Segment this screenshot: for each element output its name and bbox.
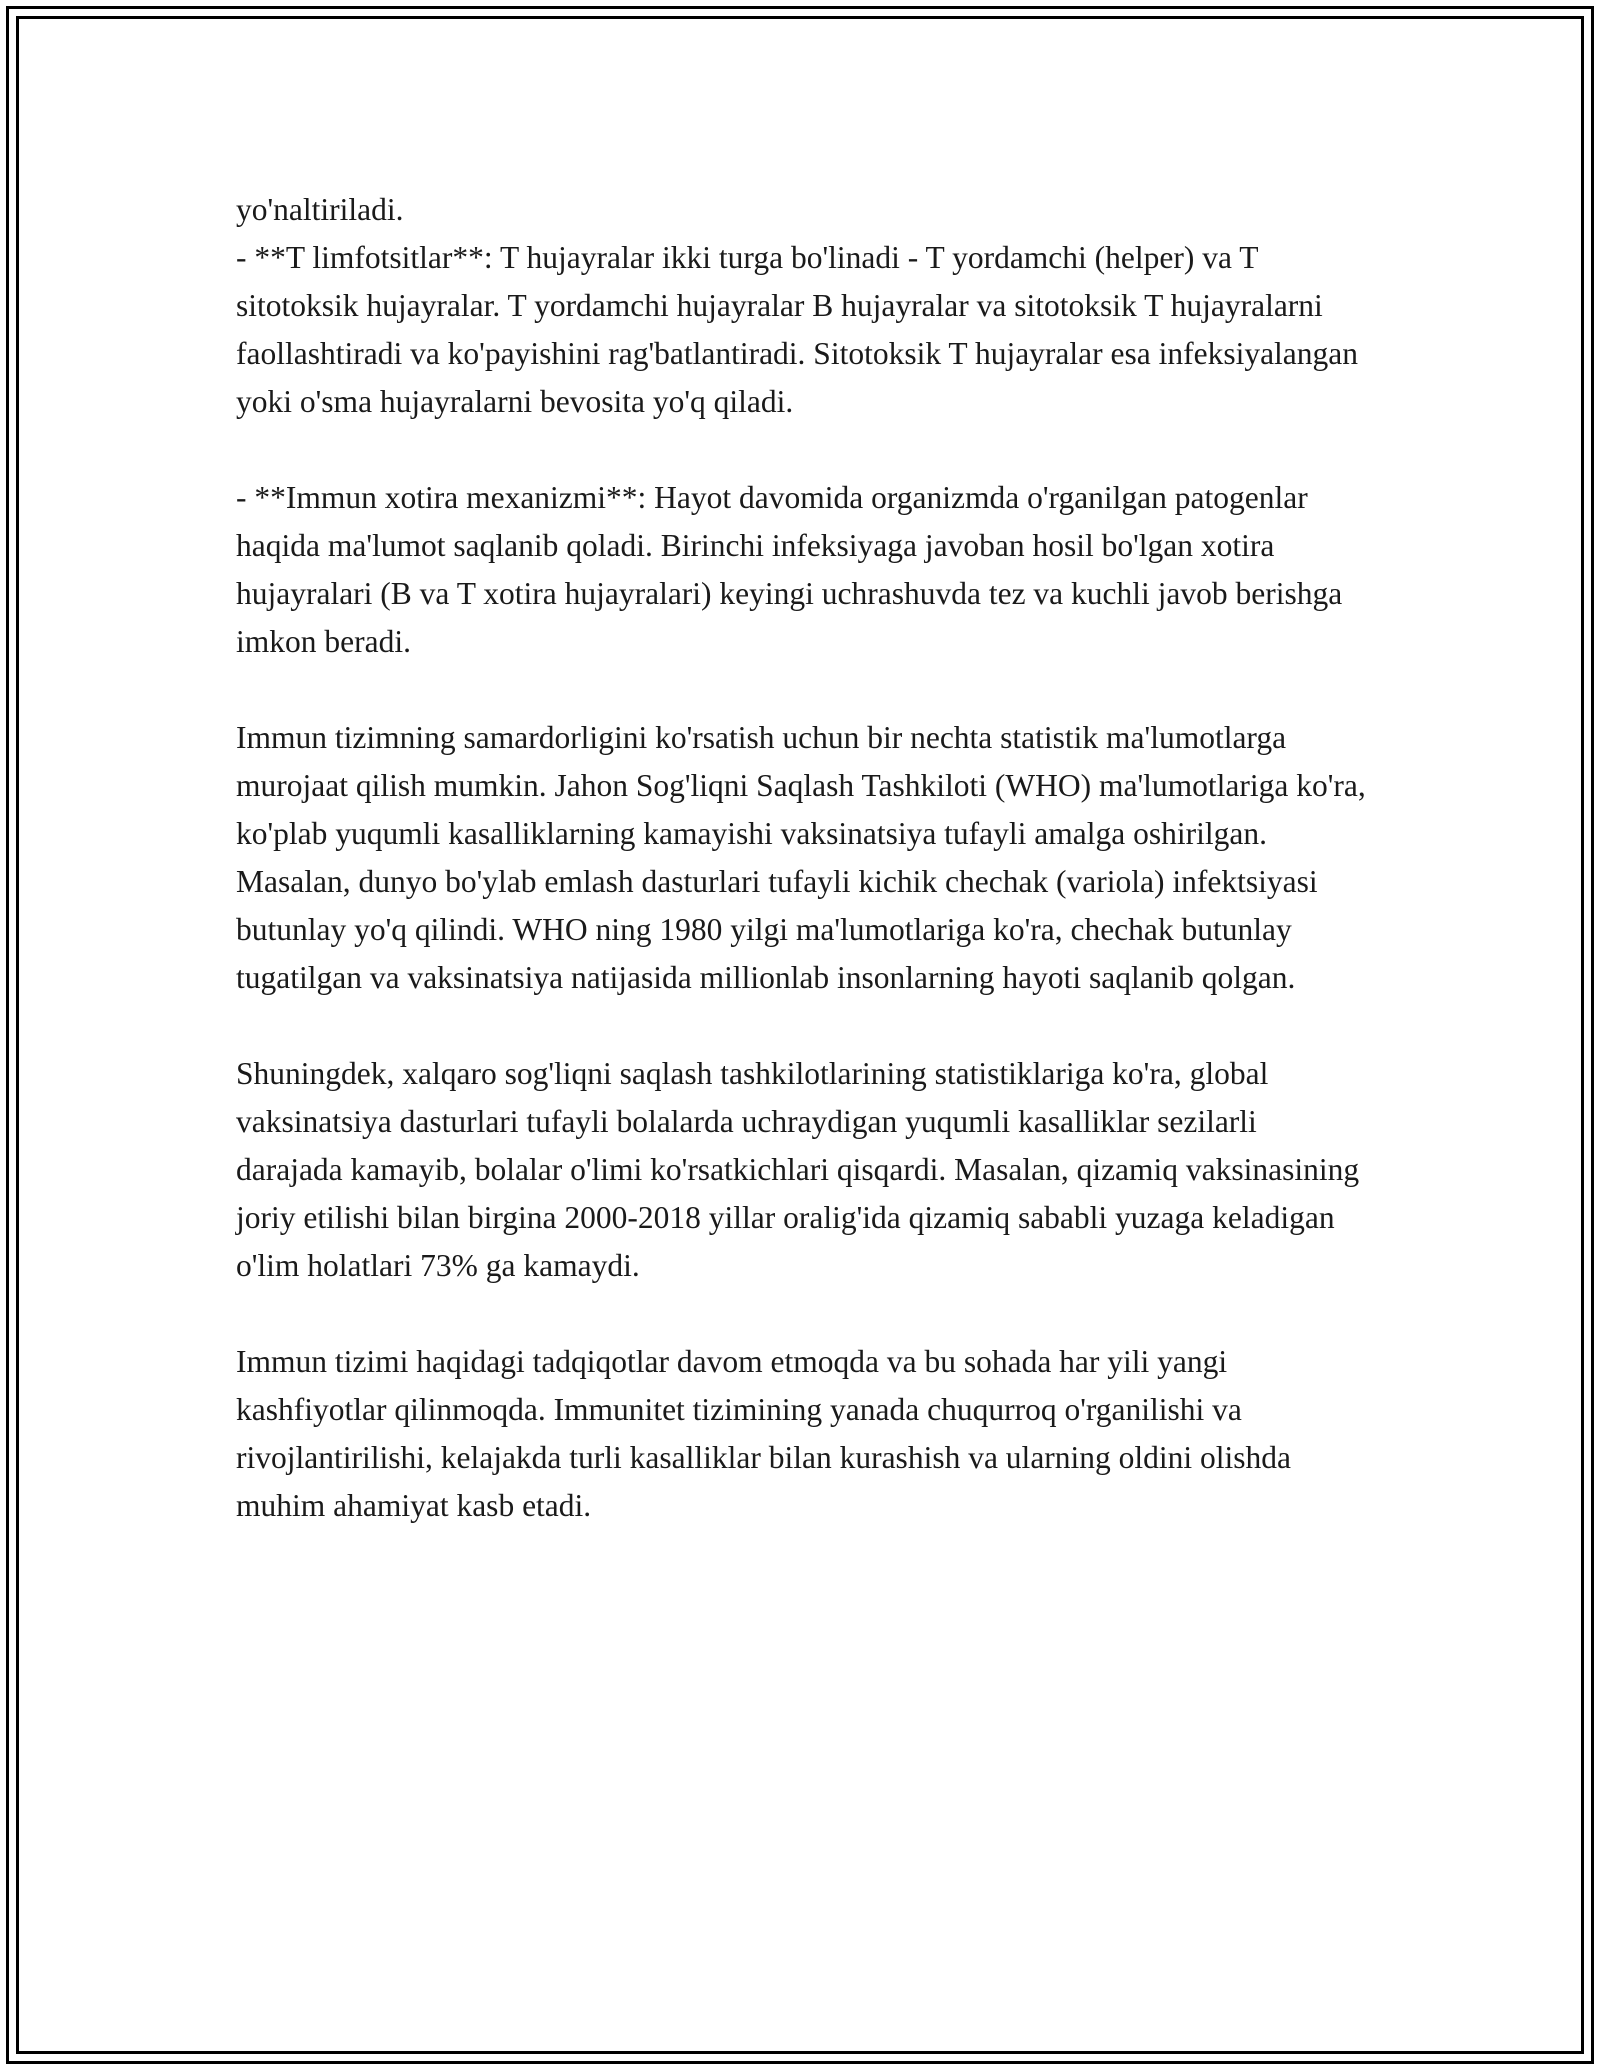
paragraph-vaccination-statistics: Shuningdek, xalqaro sog'liqni saqlash tashkilotlarining statistiklariga ko'ra, global vaksinatsiya dasturlari tufayli bolalarda uchraydigan yuqumli kasalliklar sezilarli darajada kamayib, bolalar o'limi ko'rsatkichlari qisqardi. Masalan, qizamiq vaksinasining joriy etilishi bilan birgina 2000-2018 yillar oralig'ida qizamiq sababli yuzaga keladigan o'lim holatlari 73% ga kamaydi. (236, 1056, 1360, 1283)
paragraph-who-statistics: Immun tizimning samardorligini ko'rsatish uchun bir nechta statistik ma'lumotlarga murojaat qilish mumkin. Jahon Sog'liqni Saqlash Tashkiloti (WHO) ma'lumotlariga ko'ra, ko'plab yuqumli kasalliklarning kamayishi vaksinatsiya tufayli amalga oshirilgan. Masalan, dunyo bo'ylab emlash dasturlari tufayli kichik chechak (variola) infektsiyasi butunlay yo'q qilindi. WHO ning 1980 yilgi ma'lumotlariga ko'ra, chechak butunlay tugatilgan va vaksinatsiya natijasida millionlab insonlarning hayoti saqlanib qolgan. (236, 720, 1366, 995)
paragraph-research-conclusion: Immun tizimi haqidagi tadqiqotlar davom etmoqda va bu sohada har yili yangi kashfiyotlar qilinmoqda. Immunitet tizimining yanada chuqurroq o'rganilishi va rivojlantirilishi, kelajakda turli kasalliklar bilan kurashish va ularning oldini olishda muhim ahamiyat kasb etadi. (236, 1344, 1292, 1523)
document-body (236, 186, 1366, 1578)
paragraph-immune-memory: - **Immun xotira mexanizmi**: Hayot davomida organizmda o'rganilgan patogenlar haqida ma'lumot saqlanib qoladi. Birinchi infeksiyaga javoban hosil bo'lgan xotira hujayralari (B va T xotira hujayralari) keyingi uchrashuvda tez va kuchli javob berishga imkon beradi. (236, 480, 1343, 659)
paragraph-t-lymphocytes: yo'naltiriladi. - **T limfotsitlar**: T hujayralar ikki turga bo'linadi - T yordamchi (helper) va T sitotoksik hujayralar. T yordamchi hujayralar B hujayralar va sitotoksik T hujayralarni faollashtiradi va ko'payishini rag'batlantiradi. Sitotoksik T hujayralar esa infeksiyalangan yoki o'sma hujayralarni bevosita yo'q qiladi. (236, 192, 1359, 419)
